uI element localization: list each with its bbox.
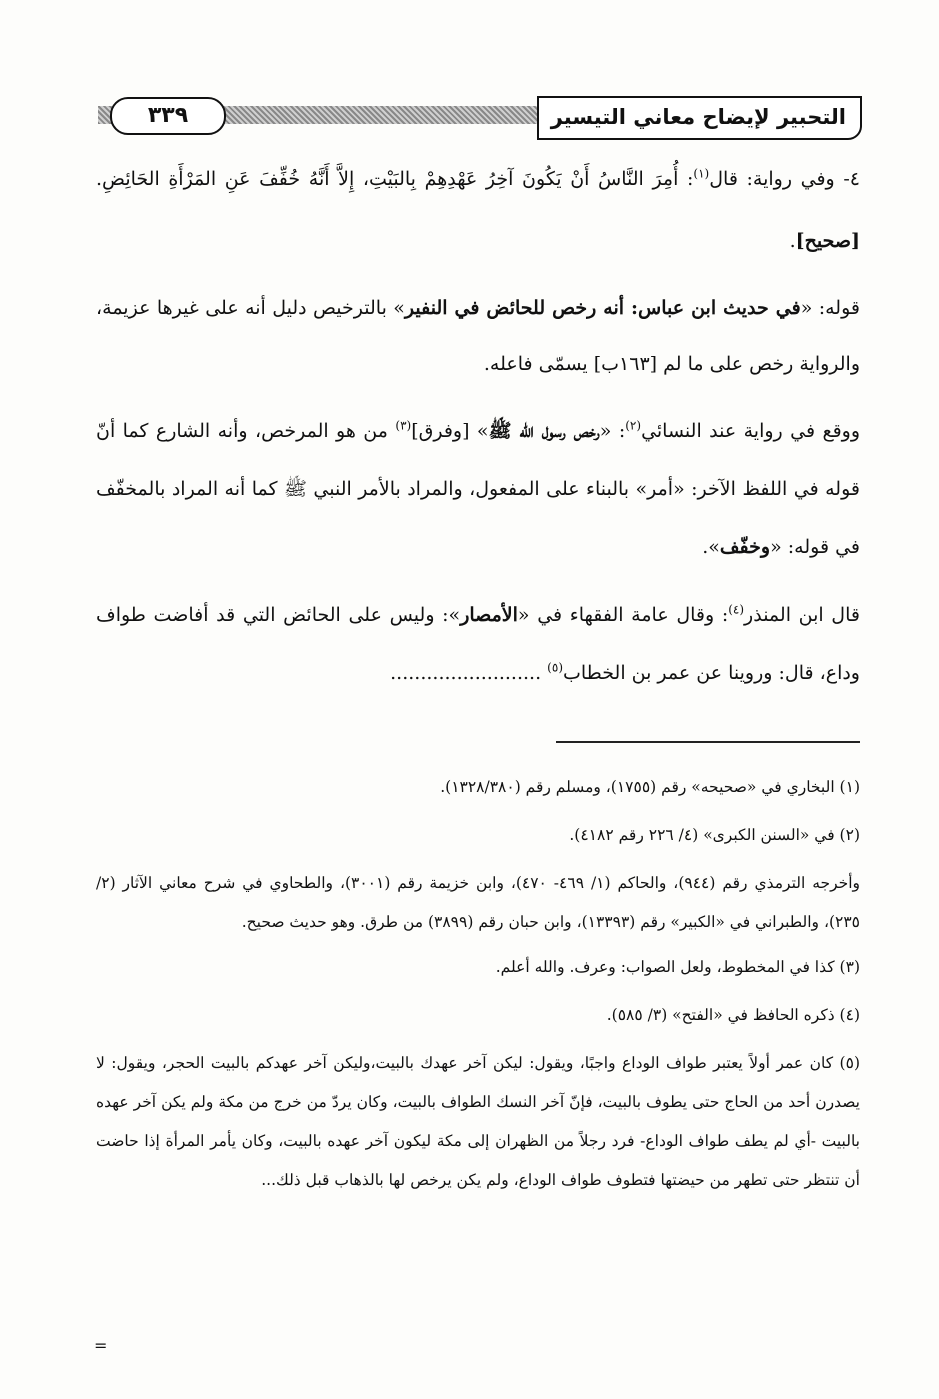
commentary-paragraph-2 (96, 402, 860, 576)
text-run: : « (599, 420, 626, 442)
quoted-phrase: وخفّف (719, 536, 771, 558)
commentary-paragraph-3 (96, 586, 860, 702)
text-run: » [وفرق] (411, 420, 489, 442)
main-text (96, 148, 860, 702)
footnote-4: (٤) ذكره الحافظ في «الفتح» (٣/ ٥٨٥). (606, 1006, 860, 1024)
footnote-ref-3[interactable]: (٣) (395, 418, 412, 433)
footnote-2: (٢) في «السنن الكبرى» (٤/ ٢٢٦ رقم ٤١٨٢). (569, 826, 860, 844)
book-title: التحبير لإيضاح معاني التيسير (537, 96, 862, 140)
footnote-5: (٥) كان عمر أولاً يعتبر طواف الوداع واجبًا، ويقول: ليكن آخر عهدك بالبيت،وليكن آخر عهدكم بالبيت الحجر، ويقول: لا يصدرن أحد من الحاج حتى يطوف بالبيت، فإنّ آخر النسك الطواف بالبيت، وكان يردّ من خرج من مكة ولم يكن آخر عهده بالبيت -أي لم يطف طواف الوداع- فرد رجلاً من الظهران إلى مكة ليكون آخر عهده بالبيت، وكان يأمر المرأة إذا حاضت أن تنتظر حتى تطهر من حيضتها فتطوف طواف الوداع، ولم يكن يرخص لها بالذهاب قبل ذلك... (96, 1054, 860, 1189)
continuation-mark: = (94, 1336, 108, 1355)
text-run: ». (702, 536, 720, 558)
text-run: »: وليس على الحائض التي قد أفاضت طواف وداع، قال: وروينا عن عمر بن الخطاب (96, 604, 860, 684)
quoted-phrase: في حديث ابن عباس: أنه رخص للحائض في النفير (404, 297, 801, 319)
text-run: قوله: « (800, 297, 860, 319)
footnote-ref-4[interactable]: (٤) (728, 602, 745, 617)
footnote-3: (٣) كذا في المخطوط، ولعل الصواب: وعرف. والله أعلم. (495, 958, 860, 976)
hadith-grade: [صحيح] (795, 230, 860, 252)
footnote-2-continuation: وأخرجه الترمذي رقم (٩٤٤)، والحاكم (١/ ٤٦٩- ٤٧٠)، وابن خزيمة رقم (٣٠٠١)، والطحاوي في شرح معاني الآثار (٢/ ٢٣٥)، والطبراني في «الكبير» رقم (١٣٣٩٣)، وابن حبان رقم (٣٨٩٩) من طرق. وهو حديث صحيح. (96, 874, 861, 931)
footnote-separator (556, 741, 860, 743)
footnote-ref-1[interactable]: (١) (693, 166, 710, 181)
footnote-ref-2[interactable]: (٢) (625, 418, 642, 433)
text-run: : وقال عامة الفقهاء في « (517, 604, 729, 626)
page-number: ٣٣٩ (110, 97, 226, 135)
text-run: ووقع في رواية عند النسائي (641, 420, 860, 442)
hadith-text: : أُمِرَ النَّاسُ أَنْ يَكُونَ آخِرُ عَهْدِهِمْ بِالبَيْتِ، إِلاَّ أَنَّهُ خُفِّفَ عَنِ المَرْأَةِ الحَائِضِ. (96, 168, 694, 190)
footnote-ref-5[interactable]: (٥) (547, 660, 563, 675)
commentary-paragraph-1 (96, 280, 860, 392)
hadith-prefix: ٤- وفي رواية: قال (709, 168, 860, 190)
hadith-end: . (789, 230, 796, 252)
text-run: قال ابن المنذر (744, 604, 860, 626)
footnotes (96, 768, 860, 1206)
running-header (98, 96, 862, 138)
quoted-phrase: الأمصار (460, 604, 518, 626)
hadith-paragraph (96, 148, 860, 272)
ellipsis-dots: ......................... (390, 662, 548, 684)
footnote-1: (١) البخاري في «صحيحه» رقم (١٧٥٥)، ومسلم رقم (١٣٢٨/٣٨٠). (440, 778, 860, 796)
text-run: من هو المرخص، وأنه الشارع كما أنّ قوله في اللفظ الآخر: «أمر» بالبناء على المفعول، والمراد بالأمر النبي ﷺ كما أنه المراد بالمخفّف في قوله: « (96, 420, 860, 558)
quoted-phrase: رخص رسول الله ﷺ (488, 420, 600, 442)
text-run: » بالترخيص دليل أنه على غيرها عزيمة، والرواية رخص على ما لم [١٦٣ب] يسمّى فاعله. (96, 297, 860, 375)
